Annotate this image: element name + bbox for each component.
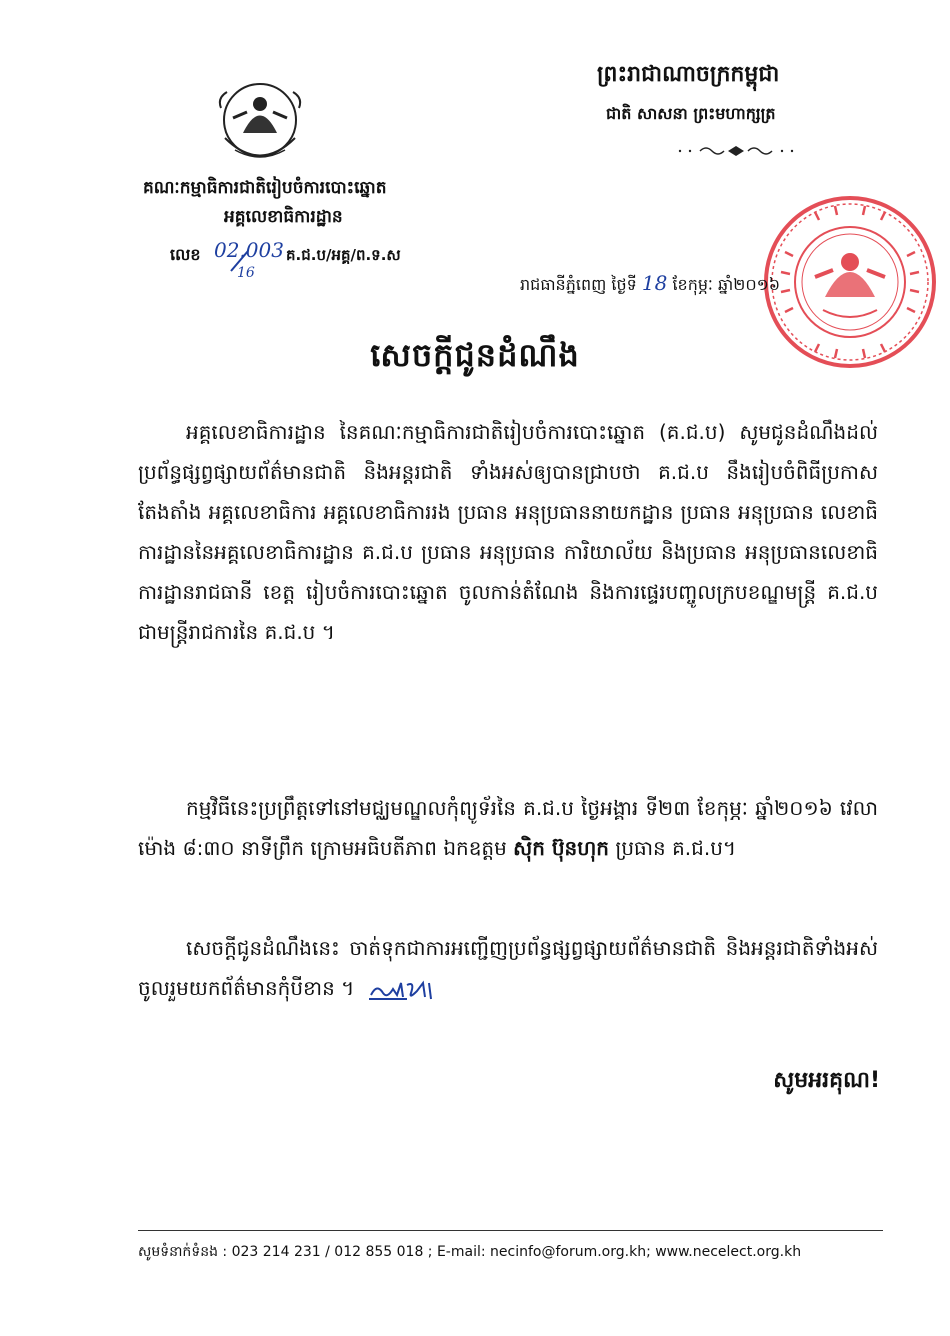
paragraph-2-tail: ប្រធាន គ.ជ.ប។ bbox=[615, 836, 737, 860]
date-day: 18 bbox=[641, 271, 668, 295]
date-prefix: រាជធានីភ្នំពេញ ថ្ងៃទី bbox=[520, 275, 637, 294]
date-line bbox=[520, 271, 780, 298]
ornament-divider-icon bbox=[676, 144, 796, 158]
body-paragraph-2 bbox=[138, 788, 878, 868]
paragraph-3-text: សេចក្តីជូនដំណឹងនេះ ចាត់ទុកជាការអញ្ជើញប្រព័ន្ធផ្សព្វផ្សាយព័ត៌មានជាតិ និងអន្តរជាតិទាំងអស់ ចូលរួមយកព័ត៌មានកុំបីខាន ។ bbox=[138, 936, 878, 1000]
body-paragraph-3 bbox=[138, 928, 878, 1008]
reference-number: 02.003 bbox=[214, 238, 284, 262]
department-name: អគ្គលេខាធិការដ្ឋាន bbox=[224, 207, 343, 227]
kingdom-heading: ព្រះរាជាណាចក្រកម្ពុជា bbox=[597, 62, 780, 87]
organization-name: គណៈកម្មាធិការជាតិរៀបចំការបោះឆ្នោត bbox=[143, 178, 387, 198]
paragraph-2-text: កម្មវិធីនេះប្រព្រឹត្តទៅនៅមជ្ឈមណ្ឌលកុំព្យូទ័រនៃ គ.ជ.ប ថ្ងៃអង្គារ ទី២៣ ខែកុម្ភៈ ឆ្នាំ២០១៦ វេលាម៉ោង ៨:៣០ នាទីព្រឹក ក្រោមអធិបតីភាព ឯកឧត្តម bbox=[138, 796, 878, 860]
national-motto: ជាតិ សាសនា ព្រះមហាក្សត្រ bbox=[606, 104, 776, 123]
closing-thanks: សូមអរគុណ! bbox=[773, 1068, 880, 1093]
reference-code: គ.ជ.ប/អគ្គ/ព.ទ.ស bbox=[286, 246, 401, 264]
footer-contact: សូមទំនាក់ទំនង : 023 214 231 / 012 855 018 ; E-mail: necinfo@forum.org.kh; www.necelect.org.kh bbox=[138, 1244, 802, 1260]
nec-emblem-logo bbox=[213, 78, 308, 170]
document-title: សេចក្តីជូនដំណឹង bbox=[370, 336, 580, 374]
body-paragraph-1: អគ្គលេខាធិការដ្ឋាន នៃគណៈកម្មាធិការជាតិរៀបចំការបោះឆ្នោត (គ.ជ.ប) សូមជូនដំណឹងដល់ប្រព័ន្ធផ្សព្វផ្សាយព័ត៌មានជាតិ និងអន្តរជាតិ ទាំងអស់ឲ្យបានជ្រាបថា គ.ជ.ប នឹងរៀបចំពិធីប្រកាសតែងតាំង អគ្គលេខាធិការ អគ្គលេខាធិការរង ប្រធាន អនុប្រធាននាយកដ្ឋាន ប្រធាន អនុប្រធាន លេខាធិការដ្ឋាននៃអគ្គលេខាធិការដ្ឋាន គ.ជ.ប ប្រធាន អនុប្រធាន ការិយាល័យ និងប្រធាន អនុប្រធានលេខាធិការដ្ឋានរាជធានី ខេត្ត រៀបចំការបោះឆ្នោត ចូលកាន់តំណែង និងការផ្ទេរបញ្ចូលក្របខណ្ឌមន្ត្រី គ.ជ.ប ជាមន្ត្រីរាជការនៃ គ.ជ.ប ។ bbox=[138, 420, 878, 644]
initials-signature bbox=[367, 977, 437, 1003]
reference-label: លេខ bbox=[170, 245, 201, 264]
chairman-name: ស៊ិក ប៊ុនហុក bbox=[513, 836, 609, 860]
reference-suffix: 16 bbox=[237, 265, 255, 281]
date-suffix: ខែកុម្ភៈ ឆ្នាំ២០១៦ bbox=[672, 275, 781, 294]
footer-divider bbox=[138, 1230, 883, 1231]
